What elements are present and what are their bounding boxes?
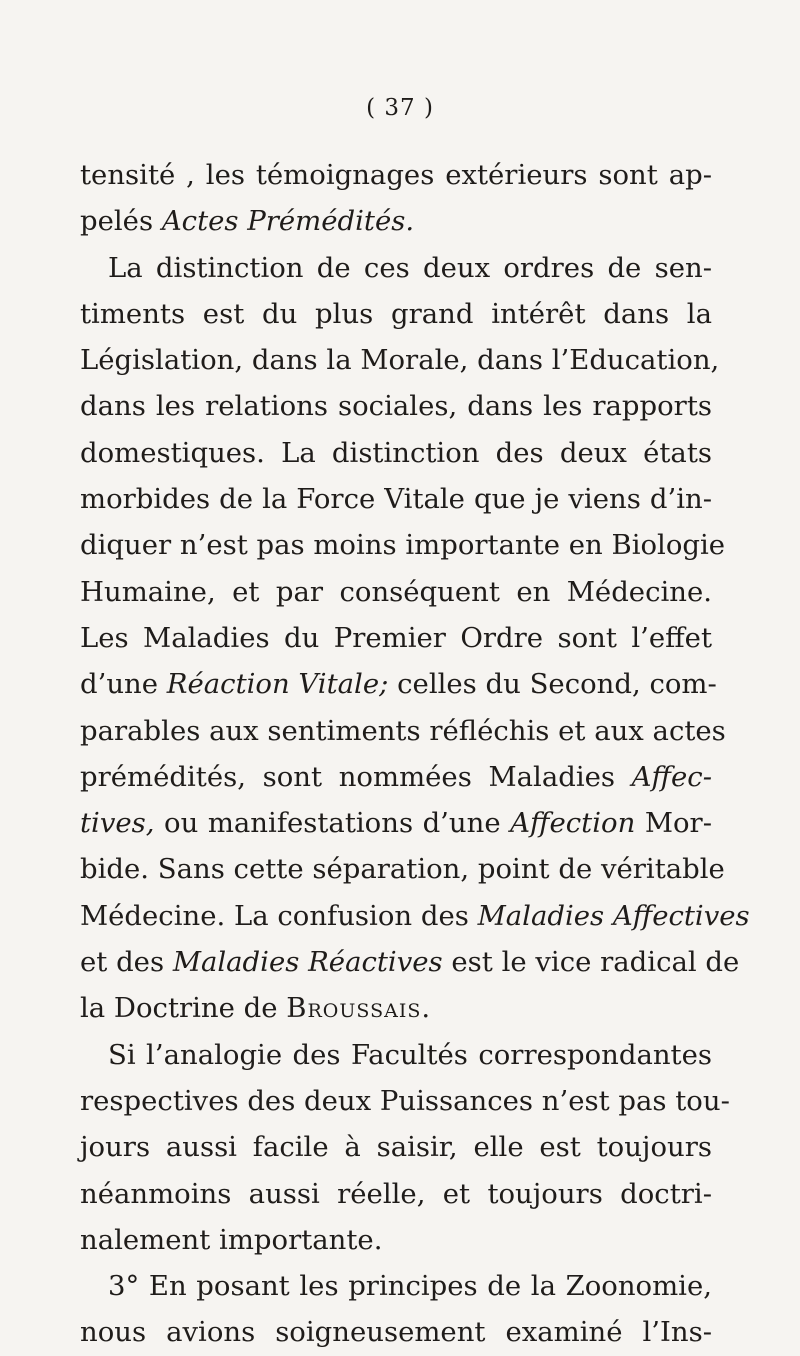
text-line: diquer n’est pas moins importante en Biologie (80, 529, 726, 562)
text-line: parables aux sentiments réfléchis et aux actes (80, 714, 726, 747)
text-line: jours aussi facile à saisir, elle est toujours (80, 1131, 712, 1164)
text-line: néanmoins aussi réelle, et toujours doctri- (80, 1177, 712, 1210)
text-line: Si l’analogie des Facultés correspondantes (108, 1038, 712, 1071)
text-line: prémédités, sont nommées Maladies Affec- (80, 760, 712, 793)
text-line: 3° En posant les principes de la Zoonomie, (108, 1270, 712, 1303)
text-line: tives, ou manifestations d’une Affection Mor- (80, 807, 712, 840)
italic-phrase: Maladies Réactives (172, 946, 443, 979)
text-line: Législation, dans la Morale, dans l’Education, (80, 344, 720, 377)
text-line: morbides de la Force Vitale que je viens d’in- (80, 483, 712, 516)
text-line: d’une Réaction Vitale; celles du Second, com- (80, 668, 717, 701)
text-line: bide. Sans cette séparation, point de véritable (80, 853, 725, 886)
author-name: Broussais. (286, 992, 432, 1025)
text-line: et des Maladies Réactives est le vice radical de (80, 946, 740, 979)
italic-phrase: Actes Prémédités. (161, 205, 415, 238)
text-line: la Doctrine de Broussais. (80, 992, 432, 1025)
italic-phrase: Maladies Affectives (477, 899, 750, 932)
italic-phrase: Affec- (631, 760, 712, 793)
text-line: dans les relations sociales, dans les rapports (80, 390, 712, 423)
text-line: Humaine, et par conséquent en Médecine. (80, 575, 712, 608)
text-line: pelés Actes Prémédités. (80, 205, 415, 238)
text-line: La distinction de ces deux ordres de sen- (108, 251, 712, 284)
italic-phrase: tives, (80, 807, 155, 840)
body-text (80, 152, 750, 1356)
italic-phrase: Affection (510, 807, 636, 840)
text-line: tensité , les témoignages extérieurs sont ap- (80, 159, 712, 191)
text-line: nous avions soigneusement examiné l’Ins- (80, 1316, 712, 1349)
text-line: Médecine. La confusion des Maladies Affectives (80, 899, 750, 932)
text-line: domestiques. La distinction des deux états (80, 436, 712, 469)
text-line: Les Maladies du Premier Ordre sont l’effet (80, 621, 712, 654)
page-number: ( 37 ) (366, 95, 434, 121)
italic-phrase: Réaction Vitale; (166, 668, 389, 701)
text-line: nalement importante. (80, 1223, 383, 1256)
text-line: timents est du plus grand intérêt dans la (80, 297, 712, 330)
text-line: respectives des deux Puissances n’est pas tou- (80, 1084, 730, 1117)
